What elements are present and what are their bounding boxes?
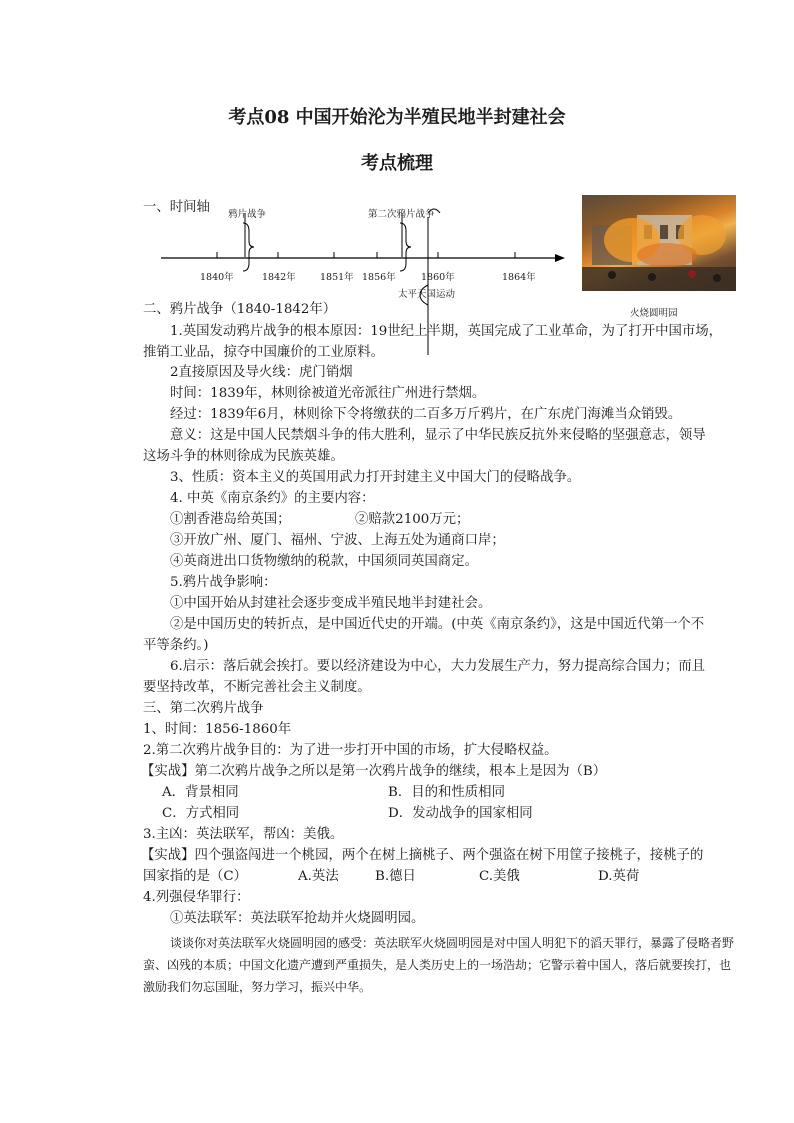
lesson-line-2: 要坚持改革，不断完善社会主义制度。 [143,680,371,695]
cause-line-1: 1.英国发动鸦片战争的根本原因：19世纪上半期，英国完成了工业革命，为了打开中国市场， [170,324,723,339]
page-title: 考点08 中国开始沦为半殖民地半封建社会 [228,107,566,128]
practice-question-2b: 国家指的是（C） [143,869,247,884]
lesson-line-1: 6.启示：落后就会挨打。要以经济建设为中心，大力发展生产力，努力提高综合国力；而且 [170,659,706,674]
timeline-label-war1: 鸦片战争 [228,209,267,220]
war-nature: 3、性质：资本主义的英国用武力打开封建主义中国大门的侵略战争。 [170,470,581,485]
direct-cause: 2直接原因及导火线：虎门销烟 [170,365,353,380]
crime-item-1: ①英法联军：英法联军抢劫并火烧圆明园。 [170,911,425,926]
q1-option-b: B．目的和性质相同 [388,785,505,800]
q2-option-c: C.美俄 [479,869,520,884]
reflection-line-1: 谈谈你对英法联军火烧圆明园的感受：英法联军火烧圆明园是对中国人明犯下的滔天罪行，暴露了侵略者野 [170,936,735,950]
page-subtitle: 考点梳理 [361,153,433,174]
burning-palace-illustration [582,195,736,291]
impact-item-2b: 平等条约。) [143,638,209,653]
war2-time: 1、时间：1856-1860年 [143,722,292,737]
impact-heading: 5.鸦片战争影响： [170,575,277,590]
impact-item-2a: ②是中国历史的转折点，是中国近代史的开端。(中英《南京条约》，这是中国近代第一个不 [170,617,705,632]
burning-palace-image [582,195,736,291]
timeline-label-taiping: 太平天国运动 [398,289,456,300]
treaty-heading: 4. 中英《南京条约》的主要内容： [170,491,375,506]
q2-option-d: D.英荷 [598,869,640,884]
timeline-year: 1860年 [421,272,455,283]
treaty-item-3: ③开放广州、厦门、福州、宁波、上海五处为通商口岸； [170,533,505,548]
crimes-heading: 4.列强侵华罪行： [143,890,250,905]
timeline-year: 1842年 [262,272,296,283]
cause-line-2: 推销工业品，掠夺中国廉价的工业原料。 [143,345,385,360]
smoke-meaning-2: 这场斗争的林则徐成为民族英雄。 [143,449,344,464]
treaty-item-1: ①割香港岛给英国； [170,512,291,527]
treaty-item-2: ②赔款2100万元； [355,512,470,527]
photo-caption: 火烧圆明园 [630,308,678,319]
practice-question-2a: 【实战】四个强盗闯进一个桃园，两个在树上摘桃子、两个强盗在树下用筐子接桃子，接桃子的 [141,848,704,863]
reflection-line-2: 蛮、凶残的本质；中国文化遗产遭到严重损失，是人类历史上的一场浩劫；它警示着中国人，落后就要挨打，也 [143,958,732,972]
q1-option-a: A．背景相同 [162,785,239,800]
q2-option-a: A.英法 [298,869,339,884]
treaty-item-4: ④英商进出口货物缴纳的税款，中国须同英国商定。 [170,554,478,569]
smoke-meaning-1: 意义：这是中国人民禁烟斗争的伟大胜利，显示了中华民族反抗外来侵略的坚强意志，领导 [170,428,706,443]
timeline-year: 1851年 [320,272,354,283]
q1-option-d: D．发动战争的国家相同 [388,806,533,821]
war2-culprit: 3.主凶：英法联军，帮凶：美俄。 [143,827,344,842]
q1-option-c: C．方式相同 [162,806,240,821]
section3-heading: 三、第二次鸦片战争 [143,701,264,716]
timeline-year: 1840年 [200,272,234,283]
timeline-year: 1856年 [362,272,396,283]
smoke-time: 时间：1839年，林则徐被道光帝派往广州进行禁烟。 [170,386,486,401]
smoke-process: 经过：1839年6月，林则徐下令将缴获的二百多万斤鸦片，在广东虎门海滩当众销毁。 [170,407,682,422]
war2-purpose: 2.第二次鸦片战争目的：为了进一步打开中国的市场，扩大侵略权益。 [143,743,558,758]
practice-question-1: 【实战】第二次鸦片战争之所以是第一次鸦片战争的继续，根本上是因为（B） [141,764,607,779]
section2-heading: 二、鸦片战争（1840-1842年） [143,302,337,317]
reflection-line-3: 激励我们勿忘国耻，努力学习，振兴中华。 [143,980,372,994]
q2-option-b: B.德日 [375,869,416,884]
timeline-year: 1864年 [502,272,536,283]
timeline-label-war2: 第二次鸦片战争 [368,209,435,220]
timeline-heading: 一、时间轴 [143,200,210,215]
impact-item-1: ①中国开始从封建社会逐步变成半殖民地半封建社会。 [170,596,492,611]
